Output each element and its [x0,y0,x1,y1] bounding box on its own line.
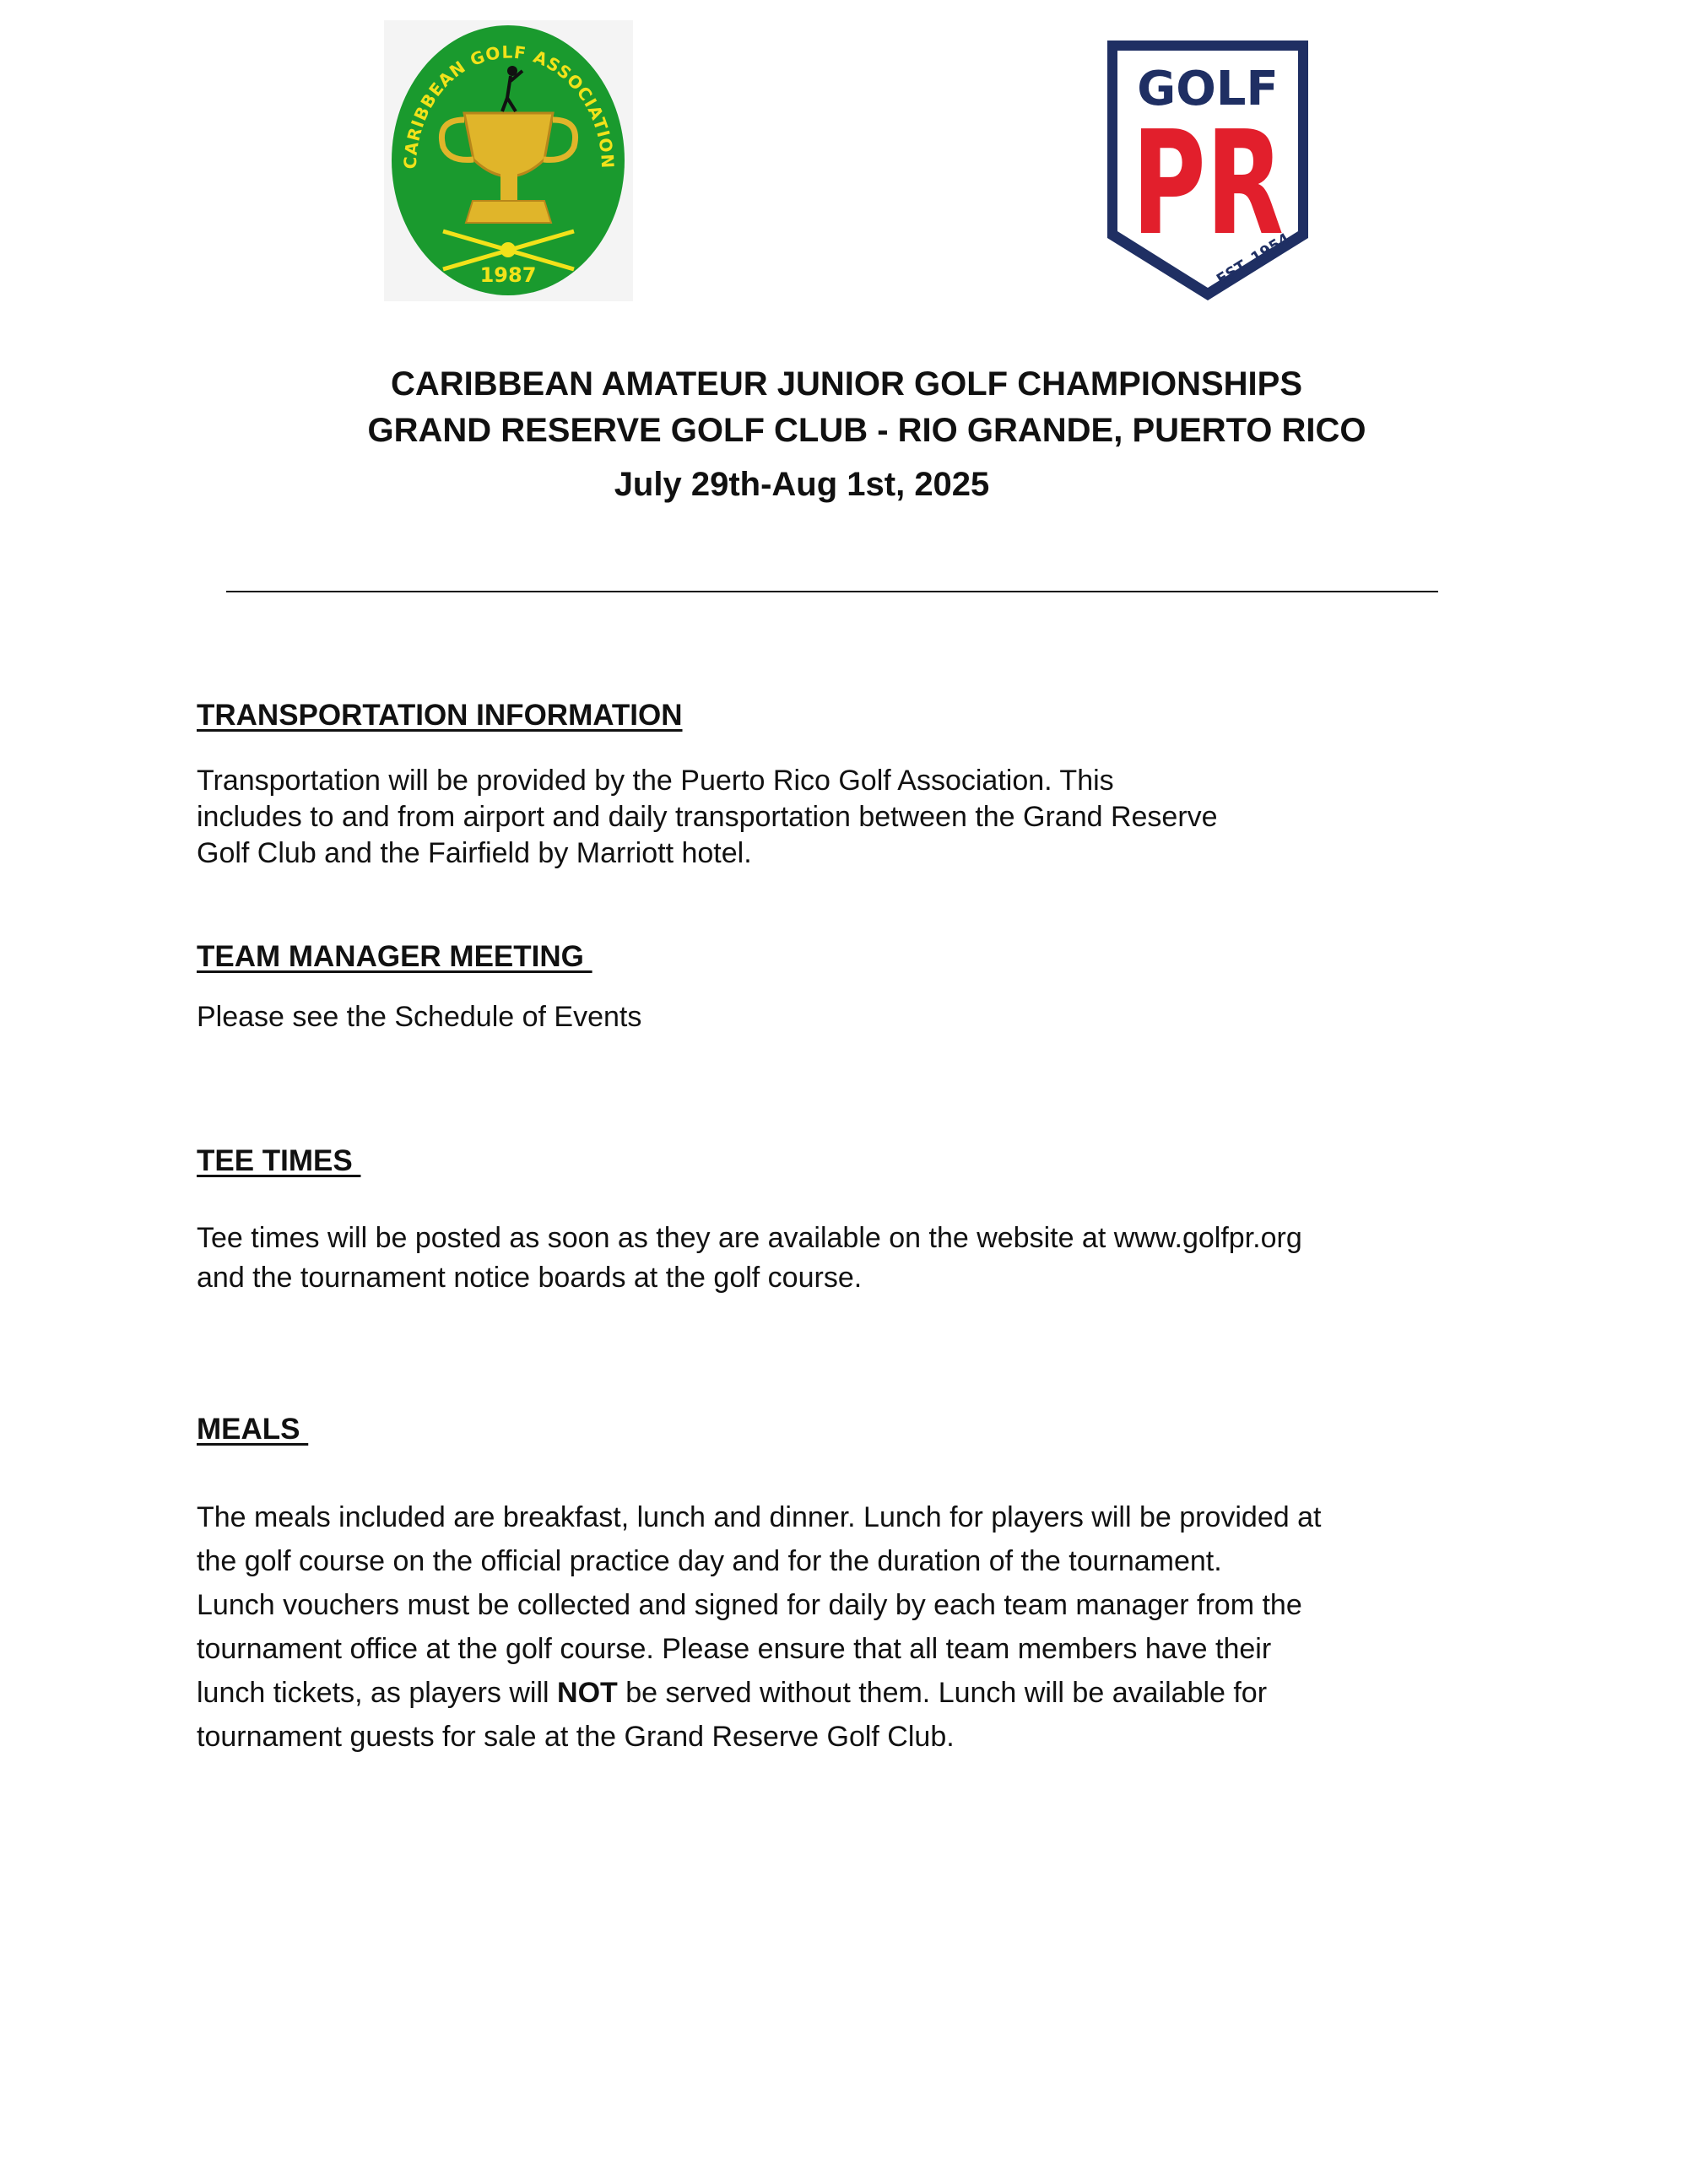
tee-times-heading: TEE TIMES [197,1144,361,1177]
transportation-heading: TRANSPORTATION INFORMATION [197,699,683,732]
transportation-line: Transportation will be provided by the Puerto Rico Golf Association. This [197,765,1114,797]
meals-line: the golf course on the official practice day and for the duration of the tournament. [197,1545,1222,1577]
tee-times-line: and the tournament notice boards at the golf course. [197,1262,863,1294]
meals-emphasis-not: NOT [557,1677,618,1709]
meals-text [197,1495,1321,1759]
team-manager-meeting-heading: TEAM MANAGER MEETING [197,940,592,973]
transportation-line: Golf Club and the Fairfield by Marriott hotel. [197,837,752,869]
meals-line: tournament guests for sale at the Grand Reserve Golf Club. [197,1721,955,1753]
meals-line [197,1671,1321,1715]
golf-pr-logo [1104,37,1312,304]
tee-times-line: Tee times will be posted as soon as they are available on the website at www.golfpr.org [197,1222,1302,1254]
meals-line-part: be served without them. Lunch will be available for [617,1677,1268,1709]
team-manager-meeting-text [197,999,641,1035]
meals-line: tournament office at the golf course. Please ensure that all team members have their [197,1633,1272,1665]
logo-left-arc-text: CARIBBEAN GOLF ASSOCIATION [399,41,619,170]
meals-line-part: lunch tickets, as players will [197,1677,558,1709]
logo-left-year: 1987 [479,263,537,287]
meals-line: The meals included are breakfast, lunch and dinner. Lunch for players will be provided at [197,1501,1322,1533]
tee-times-text [197,1219,1302,1298]
meals-heading: MEALS [197,1413,309,1446]
logo-right-word: GOLF [1137,62,1279,116]
header-divider [226,591,1438,592]
transportation-line: includes to and from airport and daily transportation between the Grand Reserve [197,801,1218,833]
transportation-text [197,763,1218,872]
logo-right-letters: PR [1132,100,1284,268]
meals-line: Lunch vouchers must be collected and signed for daily by each team manager from the [197,1589,1302,1621]
team-manager-line: Please see the Schedule of Events [197,1001,642,1033]
event-venue: GRAND RESERVE GOLF CLUB - RIO GRANDE, PUERTO RICO [367,412,1366,449]
event-title: CARIBBEAN AMATEUR JUNIOR GOLF CHAMPIONSHIPS [390,365,1303,403]
logo-right-est: EST. 1954 [1213,230,1294,289]
caribbean-golf-association-logo [384,20,633,301]
event-dates: July 29th-Aug 1st, 2025 [614,466,990,503]
